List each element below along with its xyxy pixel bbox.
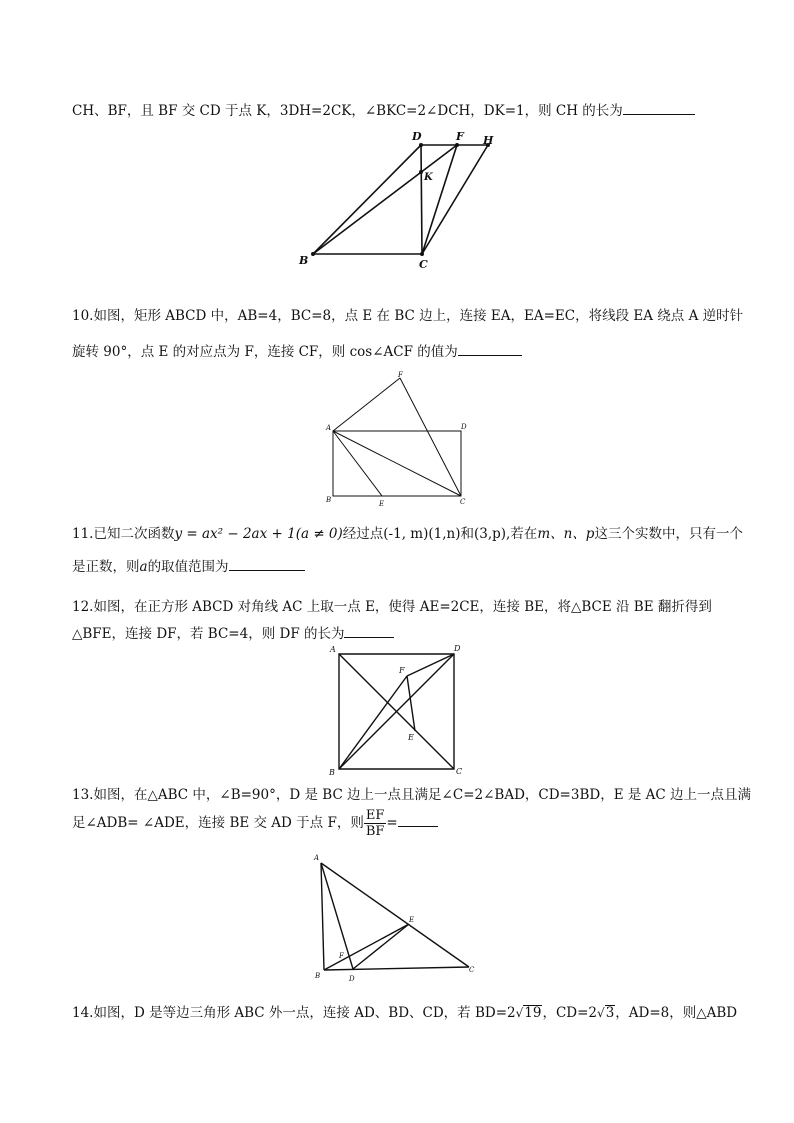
q13-figure bbox=[305, 850, 485, 990]
q14-sqrt1: 19 bbox=[524, 1005, 542, 1021]
answer-blank bbox=[229, 556, 305, 571]
q9-figure bbox=[290, 128, 510, 273]
label-F: F bbox=[339, 952, 344, 960]
label-E: E bbox=[409, 916, 415, 924]
label-C: C bbox=[419, 258, 428, 271]
label-D: D bbox=[454, 644, 461, 653]
ef-bf-fraction bbox=[364, 808, 387, 839]
q14-part3: ，AD=8，则△ABD bbox=[615, 1005, 738, 1021]
q10-text-2: 旋转 90°，点 E 的对应点为 F，连接 CF，则 cos∠ACF 的值为 bbox=[72, 344, 458, 360]
q11-formula: y = ax² − 2ax + 1(a ≠ 0) bbox=[174, 526, 343, 542]
label-B: B bbox=[326, 496, 332, 504]
q11-var-a: a bbox=[139, 559, 148, 575]
q13-text-line2 bbox=[72, 806, 732, 840]
answer-blank bbox=[458, 341, 522, 356]
q10-text-line2 bbox=[72, 341, 732, 361]
label-K: K bbox=[424, 172, 433, 183]
label-F: F bbox=[399, 666, 405, 675]
q11-line2a: 是正数，则 bbox=[72, 559, 140, 575]
label-C: C bbox=[460, 498, 466, 506]
answer-blank bbox=[398, 812, 438, 827]
q11-text-line1 bbox=[72, 525, 743, 543]
label-F: F bbox=[456, 130, 464, 143]
q11-prefix: 11.已知二次函数 bbox=[72, 526, 175, 542]
q12-text-2: △BFE，连接 DF，若 BC=4，则 DF 的长为 bbox=[72, 626, 345, 642]
label-B: B bbox=[329, 768, 335, 777]
q13-text-line1 bbox=[72, 786, 752, 804]
label-H: H bbox=[483, 134, 494, 147]
q13-text-1: 13.如图，在△ABC 中，∠B=90°，D 是 BC 边上一点且满足∠C=2∠BAD，CD=3BD，E 是 AC 边上一点且满 bbox=[72, 787, 752, 803]
q12-text-line1 bbox=[72, 598, 732, 616]
label-E: E bbox=[408, 733, 414, 742]
q13-text-2a: 足∠ADB= ∠ADE，连接 BE 交 AD 于点 F，则 bbox=[72, 815, 364, 831]
fraction-numerator: EF bbox=[364, 808, 387, 824]
answer-blank bbox=[623, 100, 695, 115]
sqrt-icon: √ bbox=[597, 1006, 605, 1020]
q12-text-line2 bbox=[72, 623, 732, 643]
label-C: C bbox=[456, 767, 463, 776]
q11-vars: m、n、p bbox=[537, 526, 595, 542]
label-A: A bbox=[314, 854, 320, 862]
q11-mid: 经过点(-1, m)(1,n)和(3,p),若在 bbox=[342, 526, 538, 542]
label-B: B bbox=[315, 972, 321, 980]
q10-text-line1 bbox=[72, 307, 744, 325]
answer-blank bbox=[344, 623, 394, 638]
q11-suffix: 这三个实数中，只有一个 bbox=[594, 526, 743, 542]
q10-figure bbox=[318, 368, 478, 513]
label-C: C bbox=[469, 966, 475, 974]
q10-text-1: 10.如图，矩形 ABCD 中，AB=4，BC=8，点 E 在 BC 边上，连接 EA，EA=EC，将线段 EA 绕点 A 逆时针 bbox=[72, 308, 744, 324]
q9-text-line bbox=[72, 100, 732, 120]
label-D: D bbox=[412, 130, 422, 143]
q14-text-line bbox=[72, 1004, 738, 1022]
q9-text: CH、BF，且 BF 交 CD 于点 K，3DH=2CK，∠BKC=2∠DCH，DK=1，则 CH 的长为 bbox=[72, 103, 623, 119]
label-F: F bbox=[398, 371, 403, 379]
label-A: A bbox=[330, 645, 336, 654]
fraction-denominator: BF bbox=[365, 824, 385, 839]
q12-figure bbox=[325, 641, 470, 781]
q14-part1: 14.如图，D 是等边三角形 ABC 外一点，连接 AD、BD、CD，若 BD=2 bbox=[72, 1005, 516, 1021]
label-E: E bbox=[379, 500, 385, 508]
label-B: B bbox=[299, 254, 309, 267]
q12-text-1: 12.如图，在正方形 ABCD 对角线 AC 上取一点 E，使得 AE=2CE，连接 BE，将△BCE 沿 BE 翻折得到 bbox=[72, 599, 712, 615]
q11-text-line2 bbox=[72, 556, 732, 576]
sqrt-icon: √ bbox=[515, 1006, 524, 1020]
label-A: A bbox=[326, 424, 332, 432]
q13-text-2b: = bbox=[386, 815, 398, 831]
label-D: D bbox=[461, 423, 467, 431]
q14-part2: ，CD=2 bbox=[542, 1005, 598, 1021]
q14-sqrt2: 3 bbox=[605, 1005, 615, 1021]
label-D: D bbox=[349, 975, 355, 983]
q11-line2b: 的取值范围为 bbox=[147, 559, 229, 575]
